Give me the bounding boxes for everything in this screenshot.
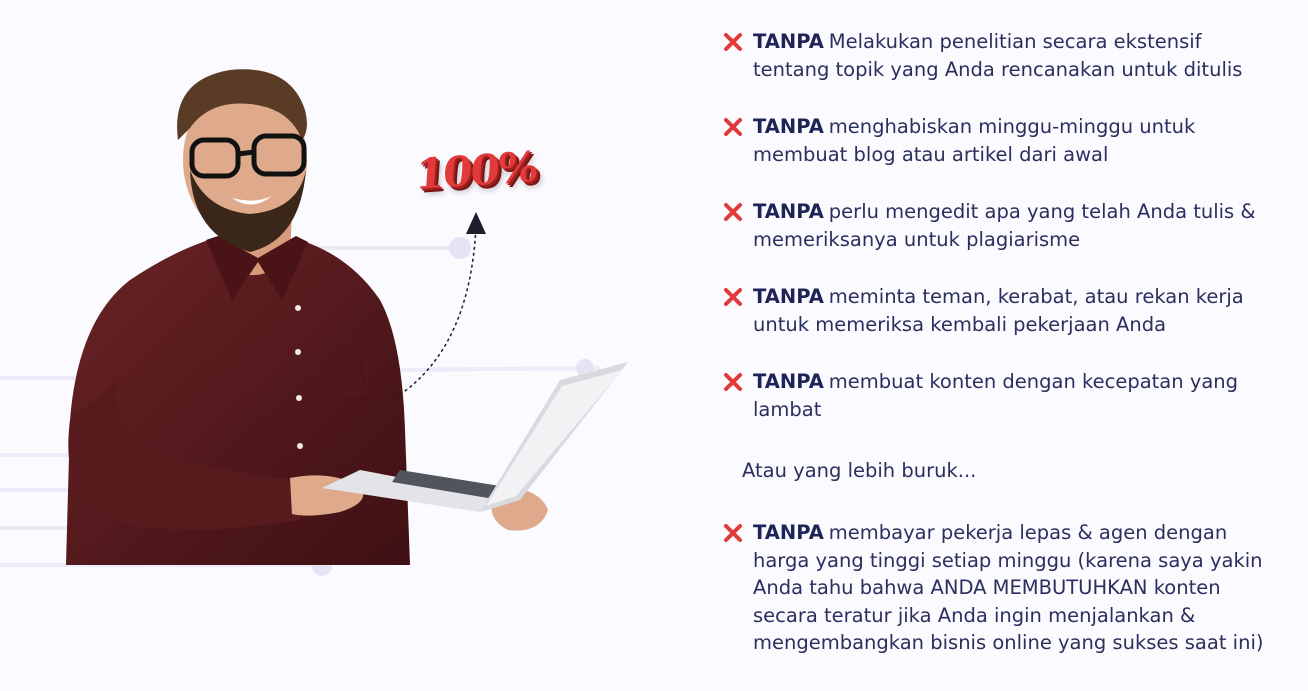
list-item-text bbox=[753, 198, 1273, 253]
item-keyword: TANPA bbox=[753, 115, 824, 138]
item-description: menghabiskan minggu-minggu untuk membuat blog atau artikel dari awal bbox=[753, 115, 1196, 166]
item-description: Melakukan penelitian secara ekstensif tentang topik yang Anda rencanakan untuk ditulis bbox=[753, 30, 1243, 81]
red-x-icon bbox=[722, 522, 744, 544]
item-keyword: TANPA bbox=[753, 30, 824, 53]
list-item-text bbox=[753, 283, 1273, 338]
item-keyword: TANPA bbox=[753, 285, 824, 308]
red-x-icon bbox=[722, 201, 744, 223]
list-item bbox=[722, 28, 1273, 83]
list-item bbox=[722, 198, 1273, 253]
list-item-final bbox=[722, 519, 1273, 657]
red-x-icon bbox=[722, 116, 744, 138]
list-item-text bbox=[753, 519, 1273, 657]
item-keyword: TANPA bbox=[753, 521, 824, 544]
badge-label: 100% bbox=[413, 141, 538, 200]
list-item-text bbox=[753, 113, 1273, 168]
red-x-icon bbox=[722, 371, 744, 393]
list-item-text bbox=[753, 368, 1273, 423]
item-description: perlu mengedit apa yang telah Anda tulis & memeriksanya untuk plagiarisme bbox=[753, 200, 1256, 251]
item-keyword: TANPA bbox=[753, 200, 824, 223]
item-description: membayar pekerja lepas & agen dengan harga yang tinggi setiap minggu (karena saya yakin Anda tahu bahwa ANDA MEMBUTUHKAN konten secara teratur jika Anda ingin menjalankan & mengembangkan bisnis online yang sukses saat ini) bbox=[753, 521, 1264, 654]
list-item bbox=[722, 368, 1273, 423]
aside-text: Atau yang lebih buruk... bbox=[742, 459, 977, 482]
list-item-text bbox=[753, 28, 1273, 83]
red-x-icon bbox=[722, 286, 744, 308]
list-item bbox=[722, 283, 1273, 338]
item-description: membuat konten dengan kecepatan yang lambat bbox=[753, 370, 1239, 421]
item-keyword: TANPA bbox=[753, 370, 824, 393]
item-description: meminta teman, kerabat, atau rekan kerja untuk memeriksa kembali pekerjaan Anda bbox=[753, 285, 1244, 336]
hundred-percent-badge bbox=[410, 136, 560, 212]
list-item bbox=[722, 113, 1273, 168]
red-x-icon bbox=[722, 31, 744, 53]
